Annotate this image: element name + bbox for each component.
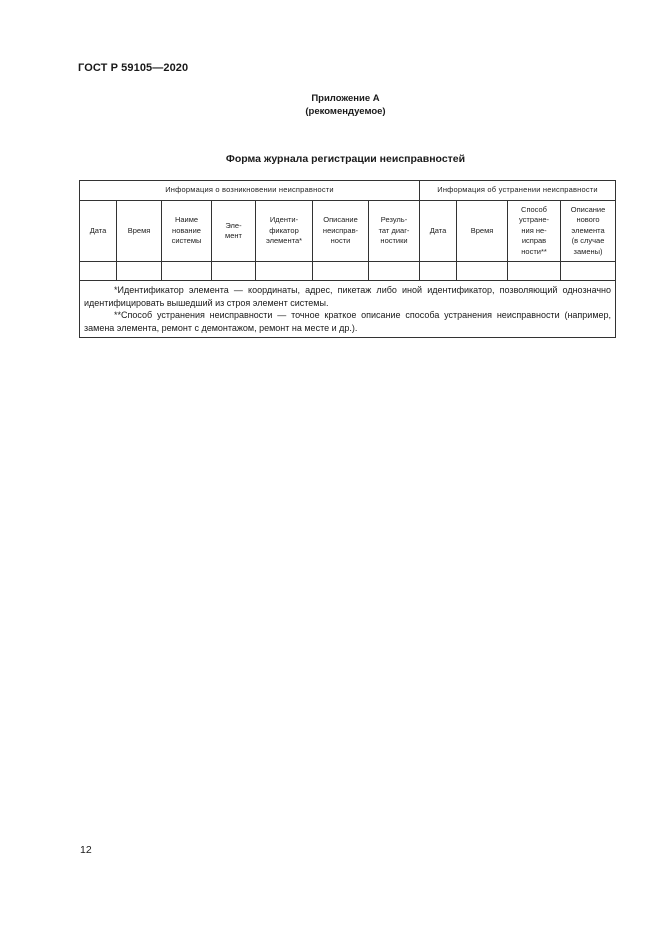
column-header-line: элемента* <box>265 236 303 246</box>
appendix-subtitle: (рекомендуемое) <box>305 106 386 117</box>
document-code: ГОСТ Р 59105—2020 <box>78 62 189 74</box>
column-header-line: ности** <box>521 246 547 256</box>
column-header <box>80 201 117 262</box>
table-cell[interactable] <box>212 262 256 281</box>
column-header <box>256 201 313 262</box>
appendix-title: Приложение А <box>311 93 380 104</box>
column-header-line: исправ <box>521 236 547 246</box>
table-row <box>80 262 616 281</box>
column-header <box>508 201 561 262</box>
column-header <box>117 201 162 262</box>
column-header <box>457 201 508 262</box>
column-header-line: Наиме <box>174 215 199 225</box>
column-header-line: ностики <box>380 236 408 246</box>
column-header-line: Эле- <box>225 220 242 230</box>
table-cell[interactable] <box>80 262 117 281</box>
column-header-line: ности <box>330 236 351 246</box>
column-header-line: элемента <box>571 225 605 235</box>
column-header-line: устране- <box>519 215 550 225</box>
column-header <box>313 201 369 262</box>
column-header-line: Описание <box>570 204 606 214</box>
group-header-resolution: Информация об устранении неисправности <box>420 181 616 201</box>
column-header <box>162 201 212 262</box>
table-cell[interactable] <box>162 262 212 281</box>
column-header-line: Время <box>127 225 151 235</box>
group-header-occurrence: Информация о возникновении неисправности <box>80 181 420 201</box>
note-resolution-method: **Способ устранения неисправности — точное краткое описание способа устранения неисправности (например, замена элемента, ремонт с демонтажом, ремонт на месте и др.). <box>84 310 612 333</box>
column-header-line: нового <box>576 215 600 225</box>
table-cell[interactable] <box>313 262 369 281</box>
note-identifier: *Идентификатор элемента — координаты, адрес, пикетаж либо иной идентификатор, позволяющий однозначно идентифицировать вышедший из строя элемент системы. <box>84 285 612 308</box>
column-header-line: ния не- <box>521 225 547 235</box>
column-header-line: фикатор <box>269 225 299 235</box>
table-cell[interactable] <box>561 262 616 281</box>
table-notes <box>80 281 616 338</box>
table-cell[interactable] <box>457 262 508 281</box>
table-cell[interactable] <box>369 262 420 281</box>
column-header-line: Иденти- <box>269 215 299 225</box>
column-header-line: системы <box>171 236 202 246</box>
column-header-line: Способ <box>521 204 547 214</box>
appendix-heading <box>0 92 661 118</box>
group-header-row <box>80 181 616 201</box>
column-header-line: Время <box>470 225 494 235</box>
column-header <box>561 201 616 262</box>
column-header-line: замены) <box>573 246 603 256</box>
table-cell[interactable] <box>117 262 162 281</box>
table-cell[interactable] <box>256 262 313 281</box>
column-header-line: (в случае <box>571 236 605 246</box>
column-header <box>369 201 420 262</box>
table-cell[interactable] <box>420 262 457 281</box>
column-header-line: мент <box>225 231 242 240</box>
table-cell[interactable] <box>508 262 561 281</box>
column-header <box>420 201 457 262</box>
column-header-line: нование <box>172 225 201 235</box>
column-header-line: Описание <box>323 215 358 225</box>
fault-journal-table <box>79 180 616 338</box>
column-header-line: Дата <box>429 225 447 235</box>
page-number: 12 <box>80 844 92 856</box>
column-header-line: Дата <box>89 225 107 235</box>
form-title: Форма журнала регистрации неисправностей <box>225 153 466 165</box>
column-header-row <box>80 201 616 262</box>
column-header <box>212 201 256 262</box>
column-header-line: неисправ- <box>322 225 359 235</box>
column-header-line: Резуль- <box>380 215 408 225</box>
column-header-line: тат диаг- <box>378 225 410 235</box>
